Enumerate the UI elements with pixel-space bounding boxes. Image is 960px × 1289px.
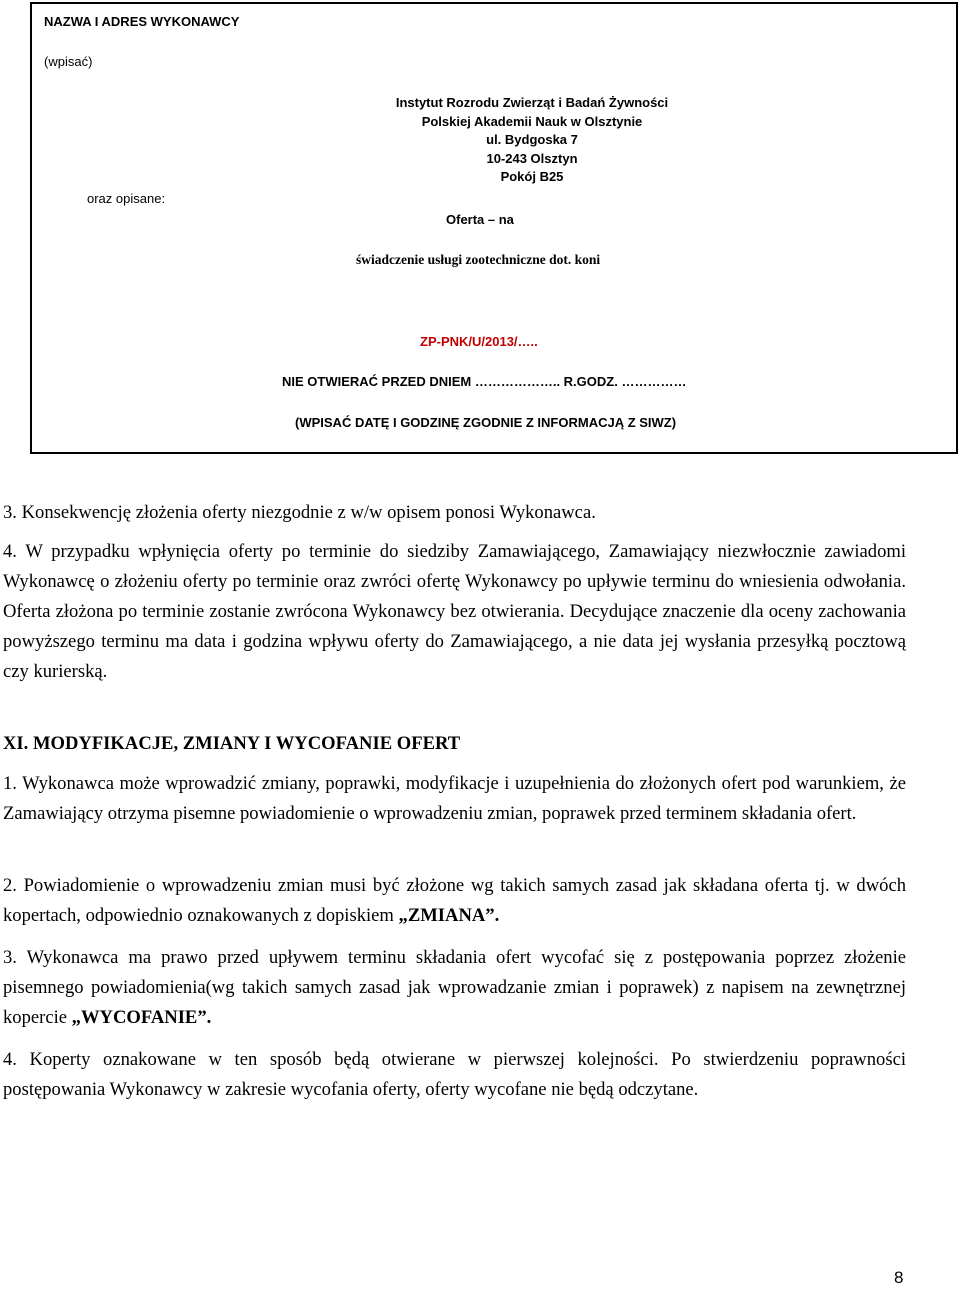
do-not-open-notice: NIE OTWIERAĆ PRZED DNIEM ……………….. R.GODZ. …………… — [282, 374, 687, 389]
described-label: oraz opisane: — [87, 191, 166, 206]
address-line: Instytut Rozrodu Zwierząt i Badań Żywności — [395, 95, 669, 110]
envelope-label-box — [30, 2, 958, 454]
paragraph-10-3: 3. Konsekwencję złożenia oferty niezgodnie z w/w opisem ponosi Wykonawca. — [3, 502, 596, 523]
fill-in-note: (wpisać) — [44, 54, 93, 69]
section-xi-heading: XI. MODYFIKACJE, ZMIANY I WYCOFANIE OFERT — [3, 733, 461, 754]
paragraph-11-4: 4. Koperty oznakowane w ten sposób będą otwierane w pierwszej kolejności. Po stwierdzeniu poprawności postępowania Wykonawcy w zakresie wycofania oferty, oferty wycofane nie będą odczytane. — [3, 1049, 906, 1100]
address-line: 10-243 Olsztyn — [486, 150, 578, 166]
page-number: 8 — [894, 1268, 904, 1287]
paragraph-10-4: 4. W przypadku wpłynięcia oferty po terminie do siedziby Zamawiającego, Zamawiający niezwłocznie zawiadomi Wykonawcę o złożeniu oferty po terminie oraz zwróci ofertę Wykonawcy po upływie terminu do wniesienia odwołania. Oferta złożona po terminie zostanie zwrócona Wykonawcy bez otwierania. Decydujące znaczenie dla oceny zachowania powyższego terminu ma data i godzina wpływu oferty do Zamawiającego, a nie data jej wysłania przesyłką pocztową czy kurierską. — [3, 541, 906, 682]
wycofanie-keyword: „WYCOFANIE”. — [71, 1007, 212, 1028]
offer-label: Oferta – na — [446, 212, 514, 227]
paragraph-11-3 — [3, 943, 906, 1033]
address-line: Polskiej Akademii Nauk w Olsztynie — [421, 113, 643, 129]
paragraph-11-2 — [3, 871, 906, 931]
paragraph-11-1: 1. Wykonawca może wprowadzić zmiany, poprawki, modyfikacje i uzupełnienia do złożonych ofert pod warunkiem, że Zamawiający otrzyma pisemne powiadomienie o wprowadzeniu zmian, poprawek przed terminem składania ofert. — [3, 773, 906, 824]
date-instruction: (WPISAĆ DATĘ I GODZINĘ ZGODNIE Z INFORMACJĄ Z SIWZ) — [295, 415, 677, 430]
service-description: świadczenie usługi zootechniczne dot. koni — [356, 252, 601, 267]
recipient-address — [32, 94, 960, 187]
address-line: Pokój B25 — [500, 169, 564, 184]
paragraph-11-3-text: 3. Wykonawca ma prawo przed upływem terminu składania ofert wycofać się z postępowania poprzez złożenie pisemnego powiadomienia(wg takich samych zasad jak wprowadzanie zmian i poprawek) z napisem na zewnętrznej kopercie — [3, 947, 906, 1028]
paragraph-11-2-text: 2. Powiadomienie o wprowadzeniu zmian musi być złożone wg takich samych zasad jak składana oferta tj. w dwóch kopertach, odpowiednio oznakowanych z dopiskiem — [3, 875, 906, 926]
address-line: ul. Bydgoska 7 — [486, 132, 578, 147]
contractor-name-heading: NAZWA I ADRES WYKONAWCY — [44, 14, 240, 29]
reference-number: ZP-PNK/U/2013/….. — [420, 334, 538, 349]
zmiana-keyword: „ZMIANA”. — [398, 905, 500, 926]
